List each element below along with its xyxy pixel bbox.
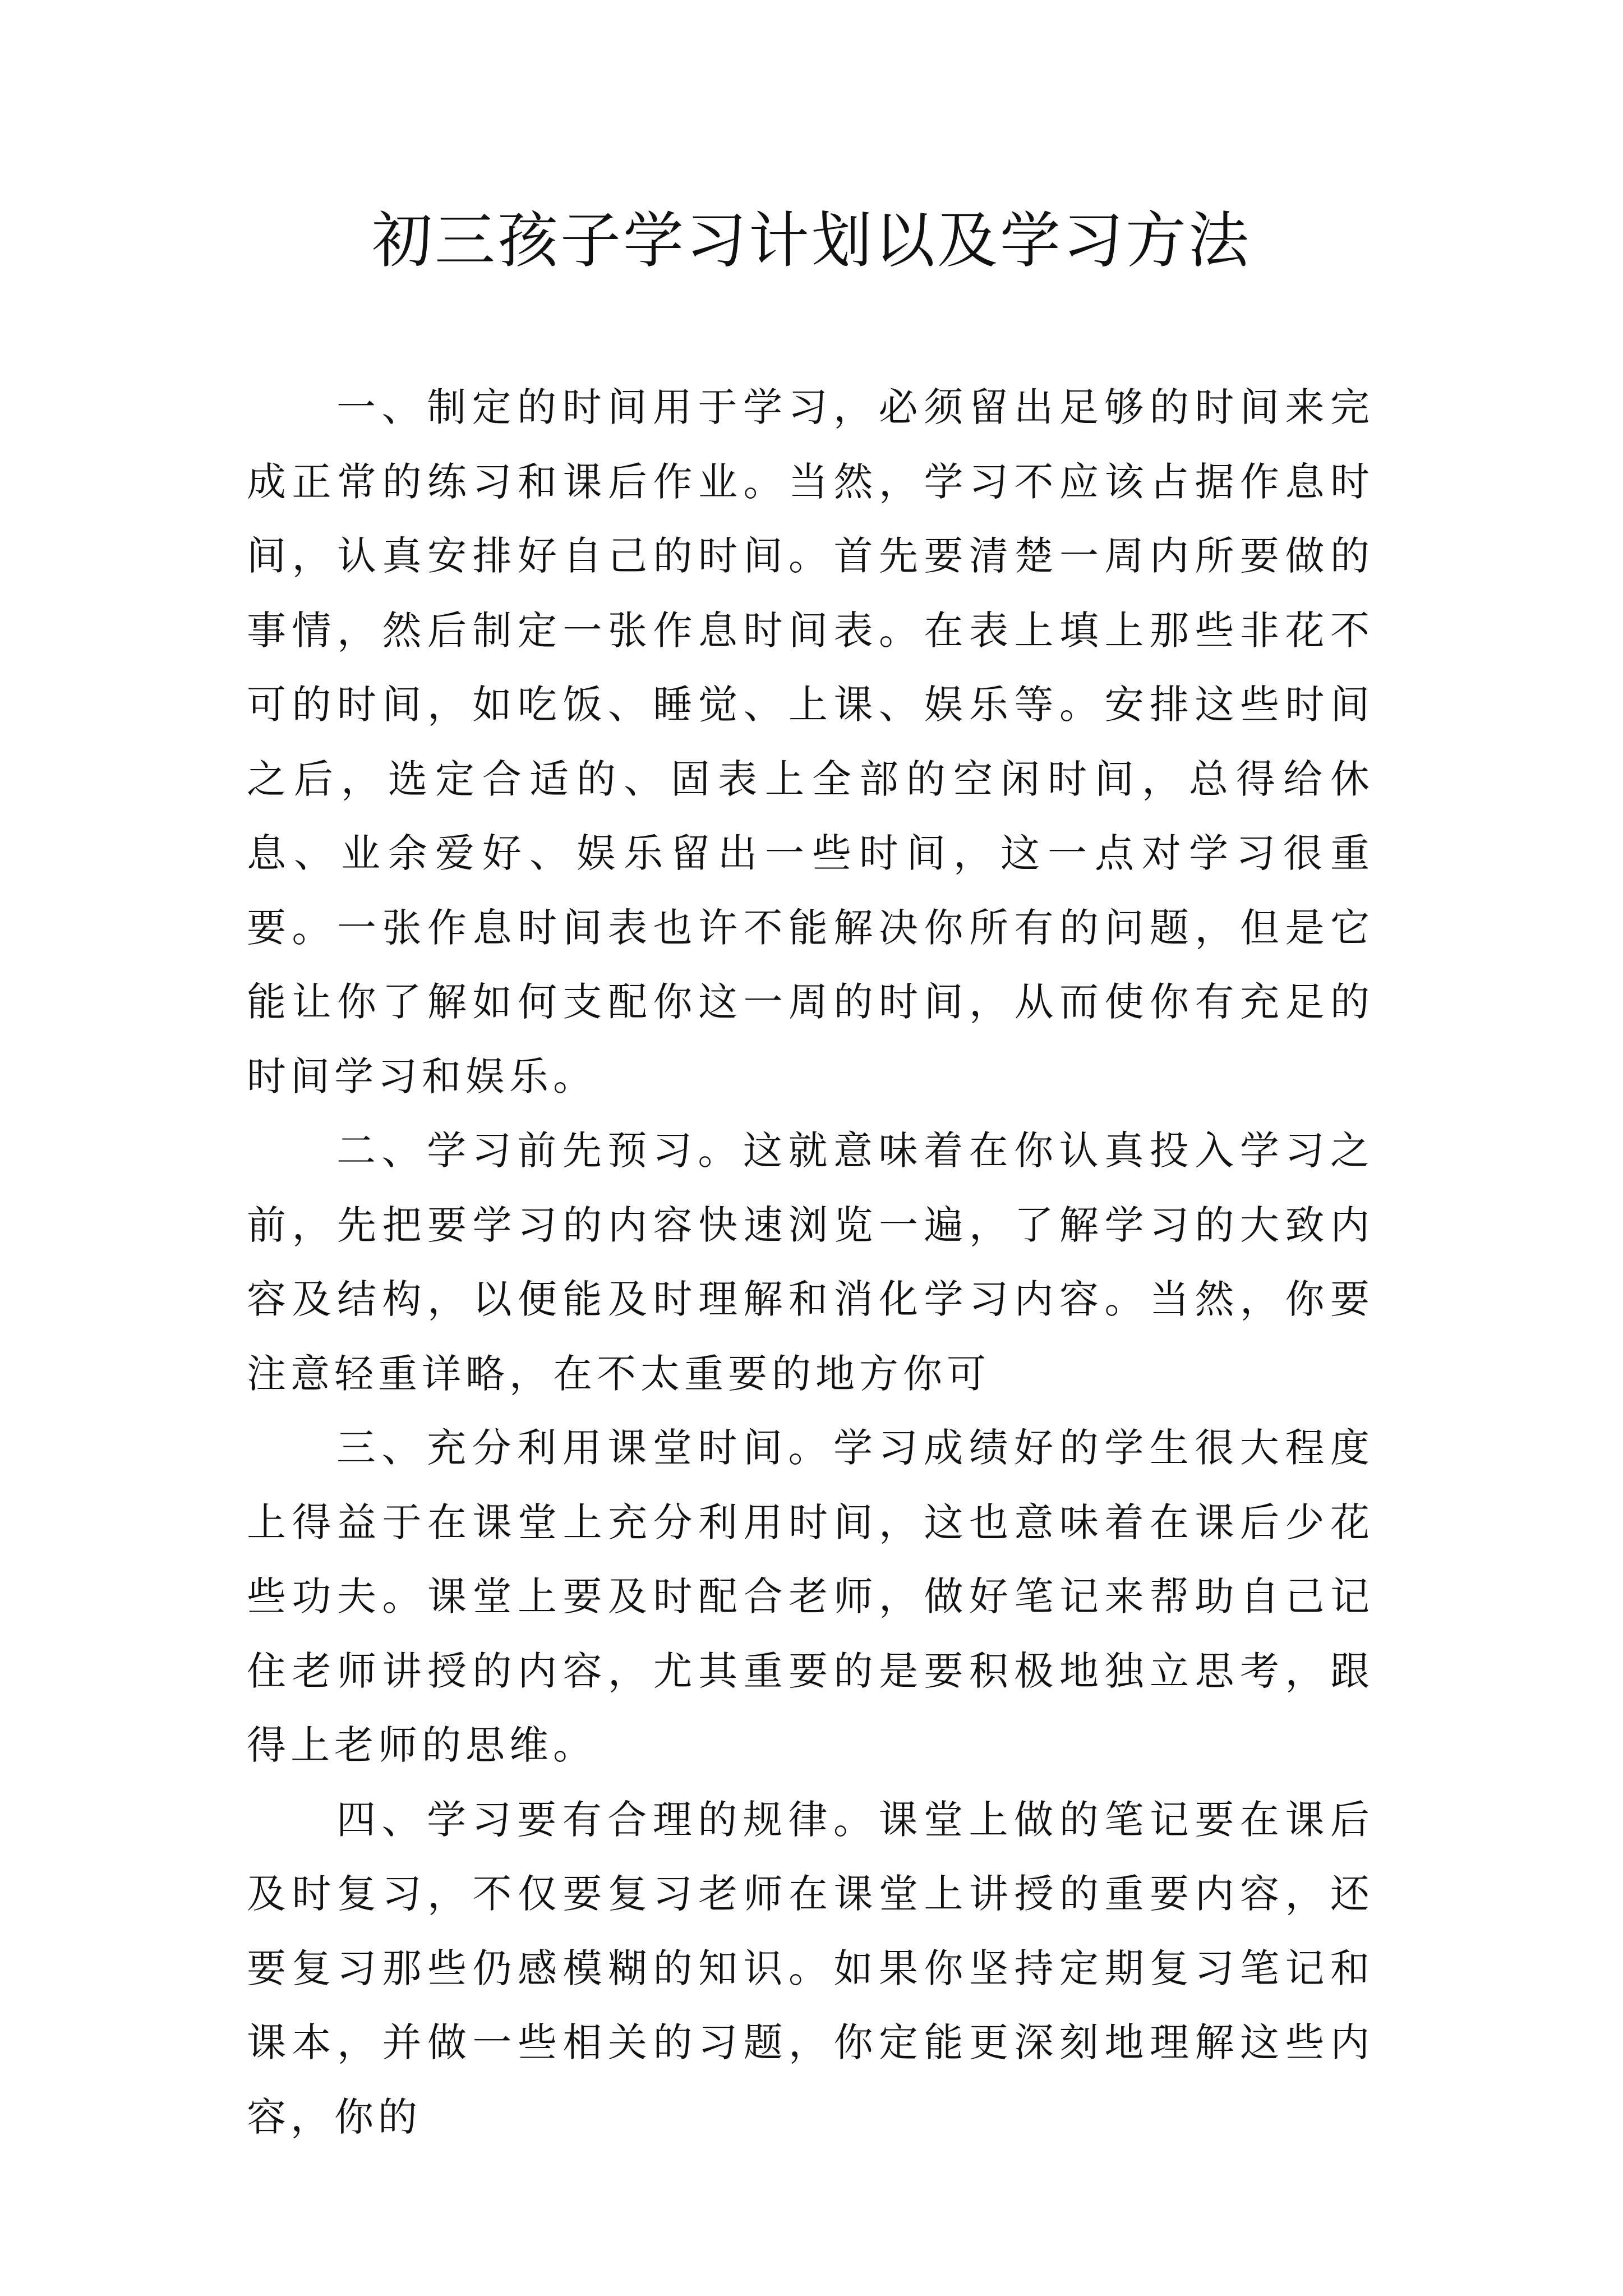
paragraph-4: 四、学习要有合理的规律。课堂上做的笔记要在课后及时复习，不仅要复习老师在课堂上讲授的重要内容，还要复习那些仍感模糊的知识。如果你坚持定期复习笔记和课本，并做一些相关的习题，你定能更深刻地理解这些内容，你的	[247, 1796, 1374, 2140]
paragraph-3: 三、充分利用课堂时间。学习成绩好的学生很大程度上得益于在课堂上充分利用时间，这也意味着在课后少花些功夫。课堂上要及时配合老师，做好笔记来帮助自己记住老师讲授的内容，尤其重要的是要积极地独立思考，跟得上老师的思维。	[247, 1425, 1374, 1768]
paragraph-2: 二、学习前先预习。这就意味着在你认真投入学习之前，先把要学习的内容快速浏览一遍，了解学习的大致内容及结构，以便能及时理解和消化学习内容。当然，你要注意轻重详略，在不太重要的地方你可	[247, 1128, 1374, 1397]
paragraph-1: 一、制定的时间用于学习，必须留出足够的时间来完成正常的练习和课后作业。当然，学习不应该占据作息时间，认真安排好自己的时间。首先要清楚一周内所要做的事情，然后制定一张作息时间表。在表上填上那些非花不可的时间，如吃饭、睡觉、上课、娱乐等。安排这些时间之后，选定合适的、固表上全部的空闲时间，总得给休息、业余爱好、娱乐留出一些时间，这一点对学习很重要。一张作息时间表也许不能解决你所有的问题，但是它能让你了解如何支配你这一周的时间，从而使你有充足的时间学习和娱乐。	[247, 384, 1374, 1099]
document-title: 初三孩子学习计划以及学习方法	[371, 206, 1251, 276]
document-body	[247, 370, 1374, 2154]
